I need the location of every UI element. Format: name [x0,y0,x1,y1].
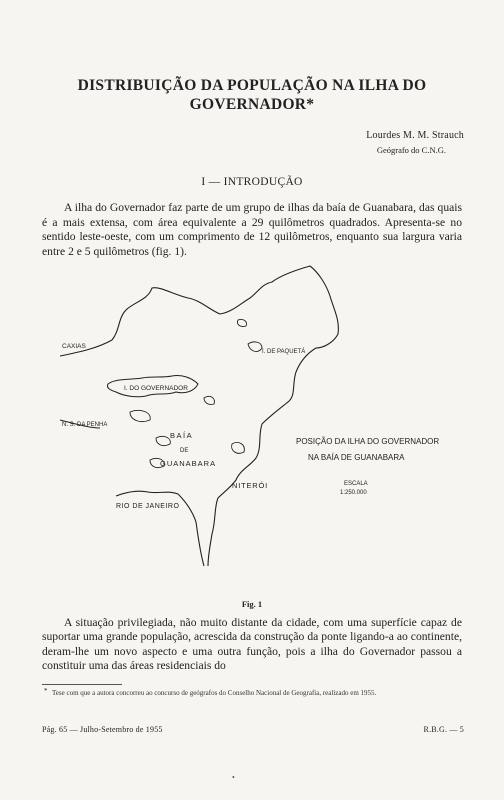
small-island [156,436,170,445]
figure-caption: Fig. 1 [241,599,263,609]
footnote-mark: * [44,687,48,695]
page-footer-left: Pág. 65 — Julho-Setembro de 1955 [42,725,163,734]
section-heading: I — INTRODUÇÃO [201,176,303,188]
label-de: DE [180,448,189,454]
scale-value: 1:250.000 [340,490,367,496]
footnote-text: Tese com que a autora concorreu ao concurso de geógrafos do Conselho Nacional de Geografia, realizado em 1955. [52,689,377,697]
scale-label: ESCALA [344,481,368,487]
small-island [232,442,245,453]
label-guanabara: GUANABARA [160,459,217,468]
author-role: Geógrafo do C.N.G. [376,145,446,155]
map-title-line2: NA BAÍA DE GUANABARA [308,453,405,462]
label-baia: BAÍA [170,431,194,440]
label-penha: N. S. DA PENHA [62,422,108,428]
label-governador: I. DO GOVERNADOR [124,385,188,392]
map-title-line1: POSIÇÃO DA ILHA DO GOVERNADOR [296,437,440,446]
author-name: Lourdes M. M. Strauch [366,130,464,141]
small-island [237,319,246,326]
label-caxias: CAXIAS [62,343,86,350]
label-niteroi: NITERÓI [232,481,269,490]
small-island [204,396,214,404]
intro-paragraph: A ilha do Governador faz parte de um grupo de ilhas da baía de Guanabara, das quais é a mais extensa, com área equivalente a 29 quilômetros quadrados. Apresenta-se no sentido leste-oeste, com um comprimento de 12 quilômetros, enquanto sua largura varia entre 2 e 5 quilômetros (fig. 1). [42,201,462,258]
body-paragraph: A situação privilegiada, não muito distante da cidade, com uma superfície capaz de suportar uma grande população, acrescida da construção da ponte ligando-a ao continente, deram-lhe um novo aspecto e uma outra função, pois a ilha do Governador passou a constituir uma das áreas residenciais do [42,616,462,673]
article-title: DISTRIBUIÇÃO DA POPULAÇÃO NA ILHA DO GOVERNADOR* [77,77,427,113]
bay-coastline [60,266,338,566]
footnote-rule [42,684,122,685]
label-paqueta: I. DE PAQUETÁ [262,349,306,355]
fundao-island [130,410,150,421]
page-mark: • [232,773,235,782]
page-footer-right: R.B.G. — 5 [423,725,464,734]
paqueta-island [248,342,262,352]
label-rio: RIO DE JANEIRO [116,503,180,510]
